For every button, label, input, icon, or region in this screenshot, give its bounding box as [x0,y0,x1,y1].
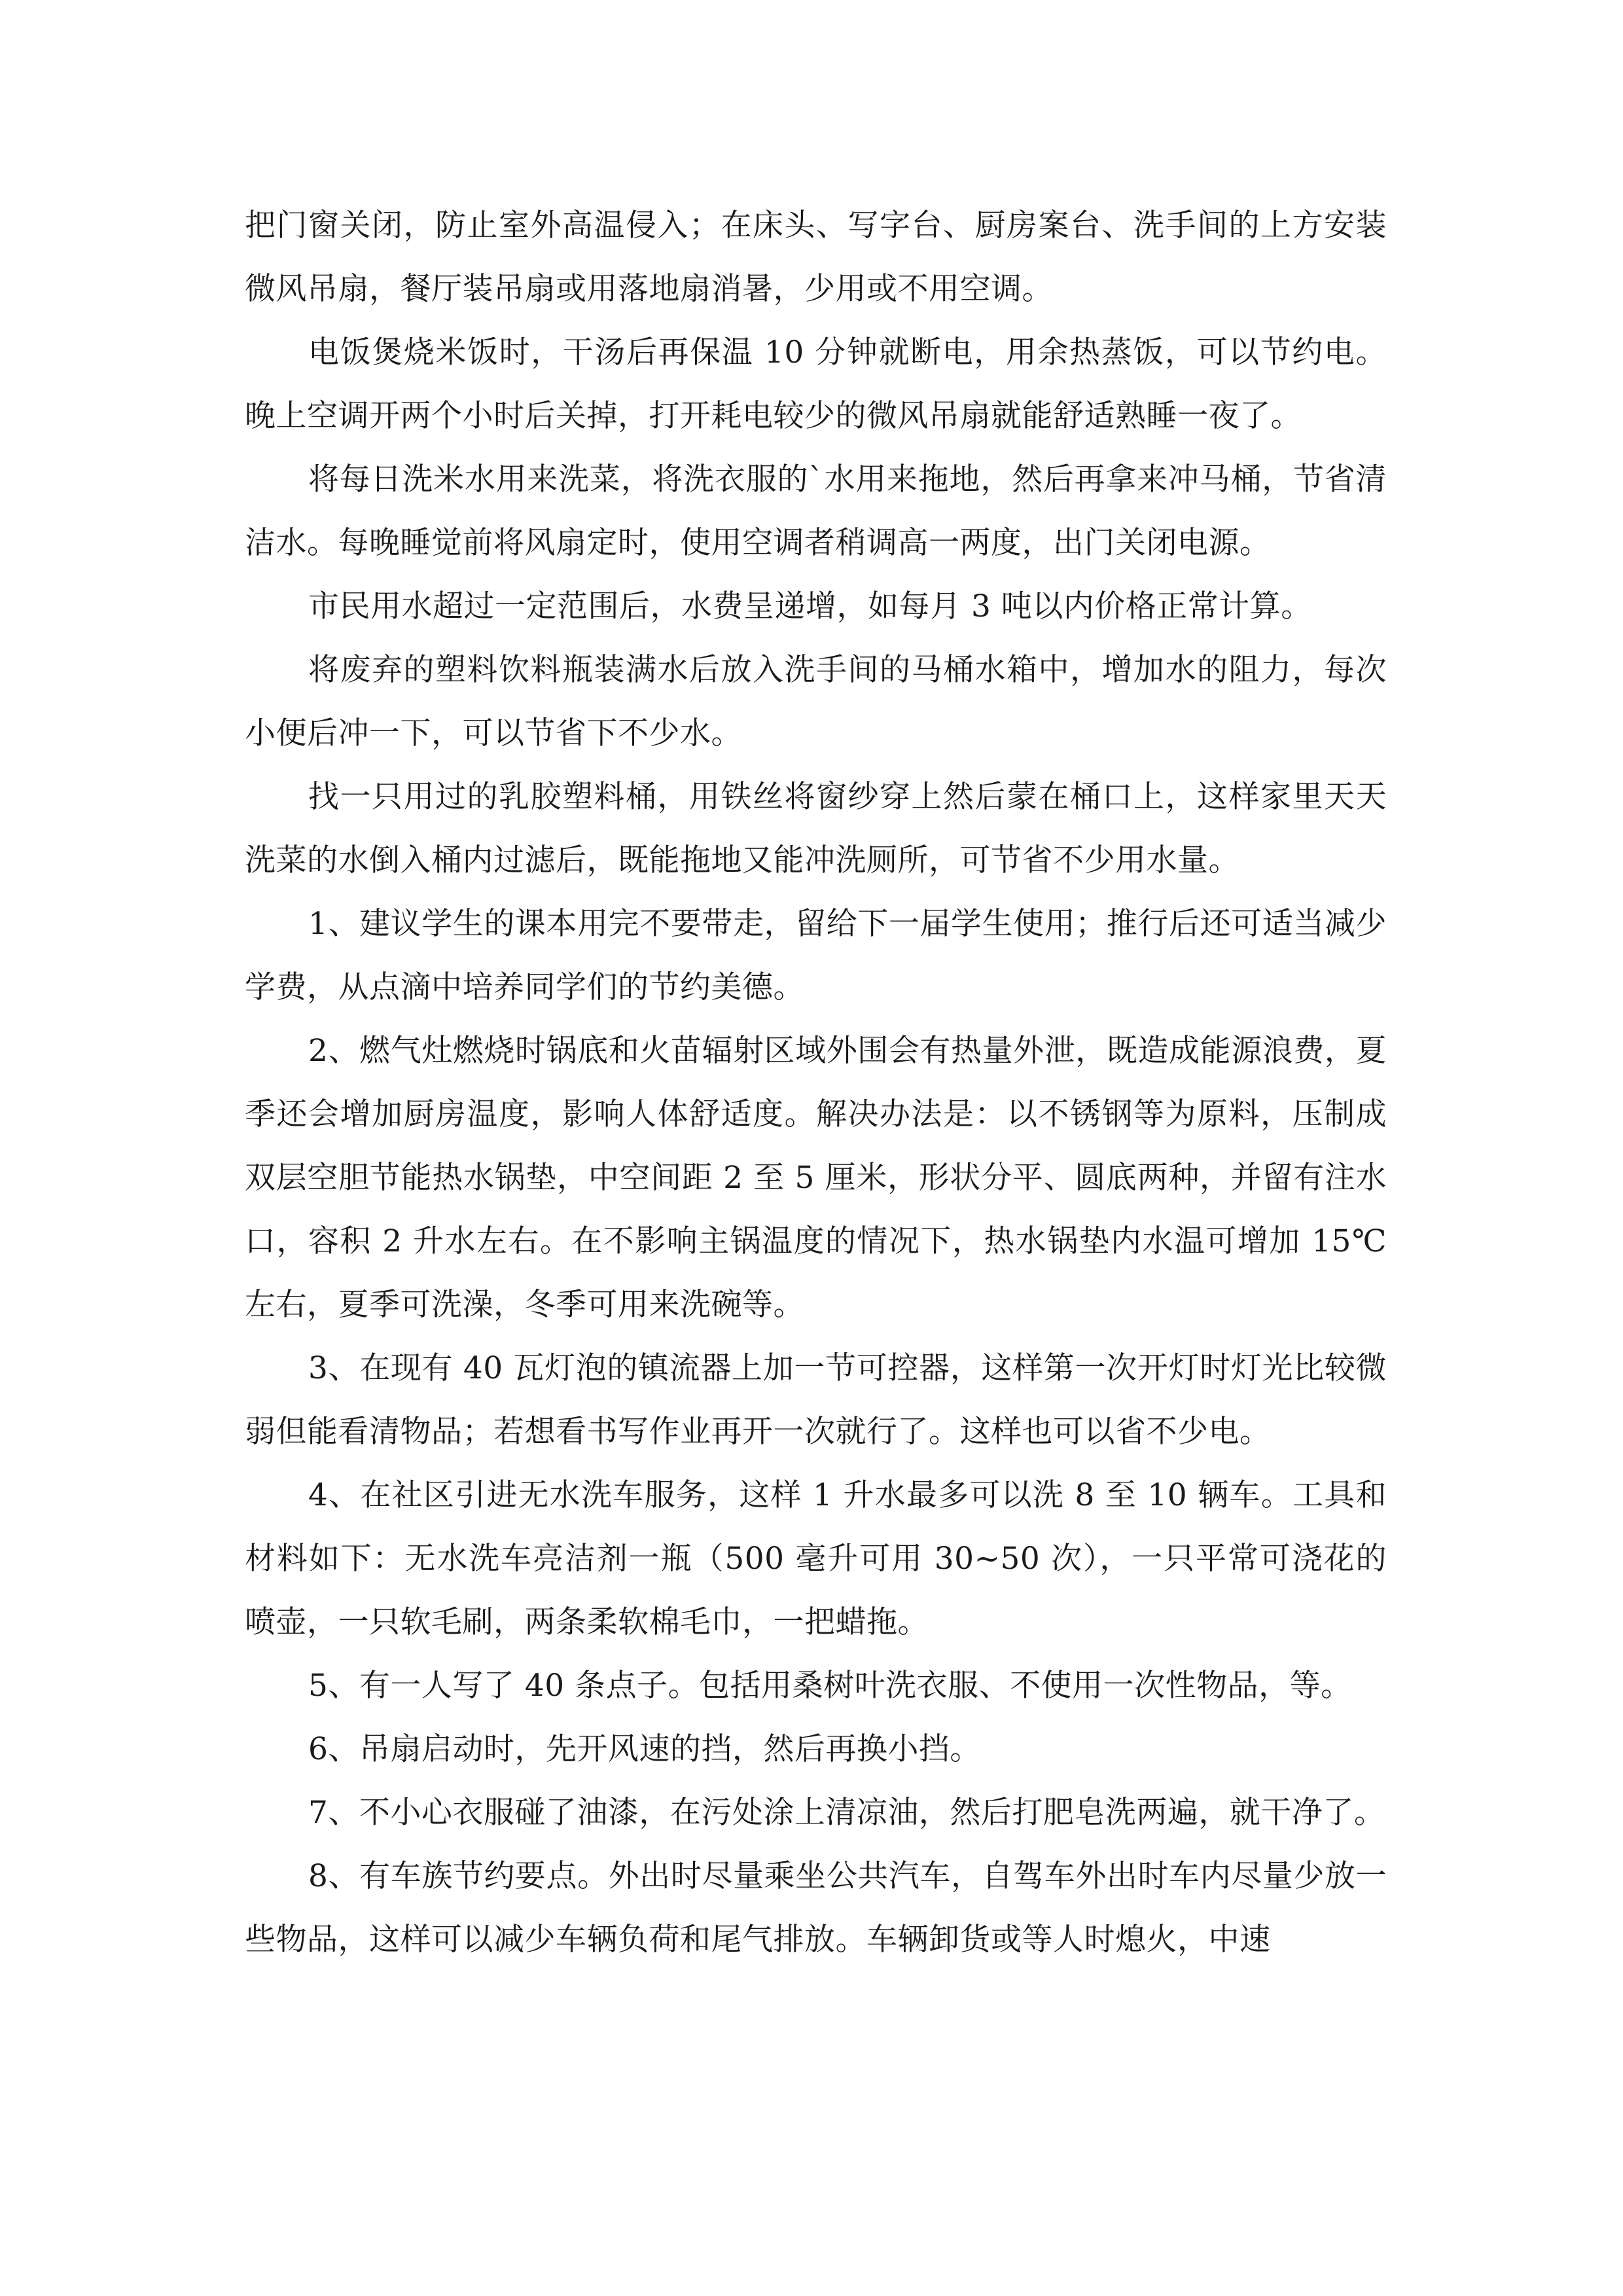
list-item: 1、建议学生的课本用完不要带走，留给下一届学生使用；推行后还可适当减少学费，从点滴中培养同学们的节约美德。 [245,906,1387,1005]
list-item: 8、有车族节约要点。外出时尽量乘坐公共汽车，自驾车外出时车内尽量少放一些物品，这样可以减少车辆负荷和尾气排放。车辆卸货或等人时熄火，中速 [245,1858,1387,1958]
paragraph: 将每日洗米水用来洗菜，将洗衣服的`水用来拖地，然后再拿来冲马桶，节省清洁水。每晚睡觉前将风扇定时，使用空调者稍调高一两度，出门关闭电源。 [245,461,1387,561]
list-item: 2、燃气灶燃烧时锅底和火苗辐射区域外围会有热量外泄，既造成能源浪费，夏季还会增加厨房温度，影响人体舒适度。解决办法是：以不锈钢等为原料，压制成双层空胆节能热水锅垫，中空间距 2 至 5 厘米，形状分平、圆底两种，并留有注水口，容积 2 升水左右。在不影响主锅温度的情况下，热水锅垫内水温可增加 15℃左右，夏季可洗澡，冬季可用来洗碗等。 [245,1033,1387,1323]
list-item: 5、有一人写了 40 条点子。包括用桑树叶洗衣服、不使用一次性物品，等。 [308,1668,1352,1704]
list-item: 6、吊扇启动时，先开风速的挡，然后再换小挡。 [308,1731,981,1767]
paragraph: 市民用水超过一定范围后，水费呈递增，如每月 3 吨以内价格正常计算。 [308,588,1312,624]
list-item: 4、在社区引进无水洗车服务，这样 1 升水最多可以洗 8 至 10 辆车。工具和材料如下：无水洗车亮洁剂一瓶（500 毫升可用 30~50 次），一只平常可浇花的喷壶，一只软毛刷，两条柔软棉毛巾，一把蜡拖。 [245,1477,1387,1640]
paragraph: 将废弃的塑料饮料瓶装满水后放入洗手间的马桶水箱中，增加水的阻力，每次小便后冲一下，可以节省下不少水。 [245,652,1387,751]
document-body [245,194,1387,1971]
list-item: 3、在现有 40 瓦灯泡的镇流器上加一节可控器，这样第一次开灯时灯光比较微弱但能看清物品；若想看书写作业再开一次就行了。这样也可以省不少电。 [245,1350,1387,1450]
list-item: 7、不小心衣服碰了油漆，在污处涂上清凉油，然后打肥皂洗两遍，就干净了。 [308,1795,1385,1831]
paragraph: 把门窗关闭，防止室外高温侵入；在床头、写字台、厨房案台、洗手间的上方安装微风吊扇，餐厅装吊扇或用落地扇消暑，少用或不用空调。 [245,207,1387,307]
paragraph: 电饭煲烧米饭时，干汤后再保温 10 分钟就断电，用余热蒸饭，可以节约电。晚上空调开两个小时后关掉，打开耗电较少的微风吊扇就能舒适熟睡一夜了。 [245,334,1387,434]
paragraph: 找一只用过的乳胶塑料桶，用铁丝将窗纱穿上然后蒙在桶口上，这样家里天天洗菜的水倒入桶内过滤后，既能拖地又能冲洗厕所，可节省不少用水量。 [245,779,1387,878]
